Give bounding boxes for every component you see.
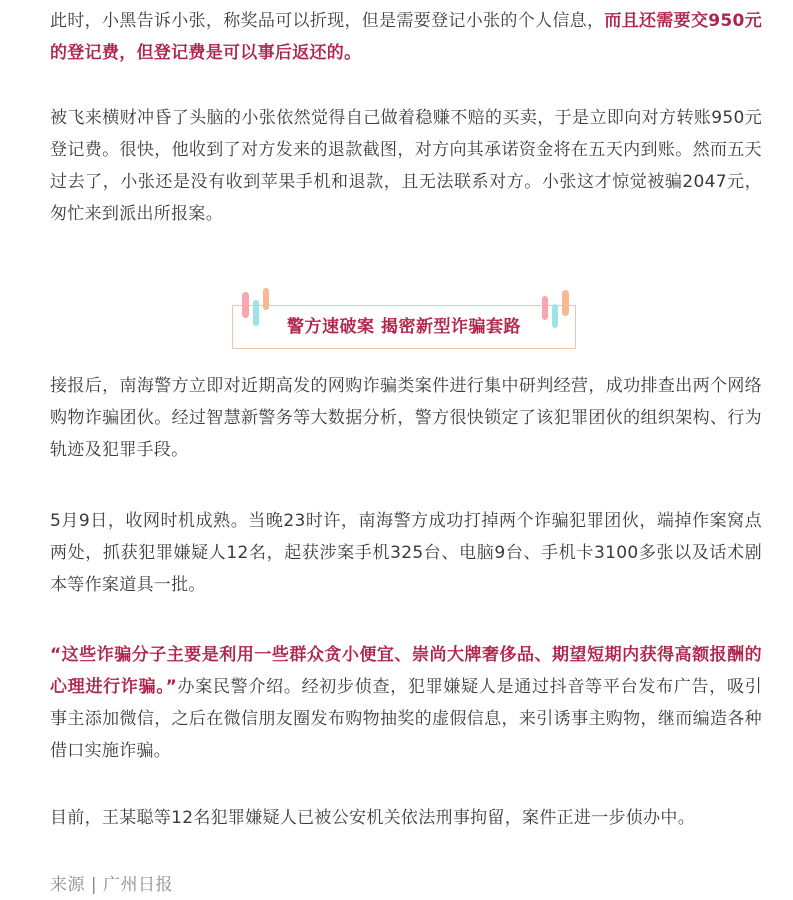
section-heading-title: 警方速破案 揭密新型诈骗套路 (287, 317, 521, 337)
paragraph-5 (50, 639, 762, 767)
paragraph-5-text: 办案民警介绍。经初步侦查，犯罪嫌疑人是通过抖音等平台发布广告，吸引事主添加微信，之后在微信朋友圈发布购物抽奖的虚假信息，来引诱事主购物，继而编造各种借口实施诈骗。 (50, 677, 762, 761)
section-heading (232, 288, 578, 352)
source-credit: 来源 | 广州日报 (50, 875, 174, 895)
paragraph-1-highlight: 而且还需要交950元的登记费，但登记费是可以事后返还的。 (50, 11, 762, 63)
paragraph-1-text: 此时，小黑告诉小张，称奖品可以折现，但是需要登记小张的个人信息， (50, 11, 605, 31)
paragraph-2: 被飞来横财冲昏了头脑的小张依然觉得自己做着稳赚不赔的买卖，于是立即向对方转账950元登记费。很快，他收到了对方发来的退款截图，对方向其承诺资金将在五天内到账。然而五天过去了，小张还是没有收到苹果手机和退款，且无法联系对方。小张这才惊觉被骗2047元，匆忙来到派出所报案。 (50, 108, 762, 224)
paragraph-6: 目前，王某聪等12名犯罪嫌疑人已被公安机关依法刑事拘留，案件正进一步侦办中。 (50, 808, 696, 828)
paragraph-5-quote: “这些诈骗分子主要是利用一些群众贪小便宜、崇尚大牌奢侈品、期望短期内获得高额报酬的心理进行诈骗。” (50, 645, 762, 697)
paragraph-4: 5月9日，收网时机成熟。当晚23时许，南海警方成功打掉两个诈骗犯罪团伙，端掉作案窝点两处，抓获犯罪嫌疑人12名，起获涉案手机325台、电脑9台、手机卡3100多张以及话术剧本等作案道具一批。 (50, 511, 762, 595)
paragraph-1 (50, 5, 762, 69)
paragraph-3: 接报后，南海警方立即对近期高发的网购诈骗类案件进行集中研判经营，成功排查出两个网络购物诈骗团伙。经过智慧新警务等大数据分析，警方很快锁定了该犯罪团伙的组织架构、行为轨迹及犯罪手段。 (50, 376, 762, 460)
